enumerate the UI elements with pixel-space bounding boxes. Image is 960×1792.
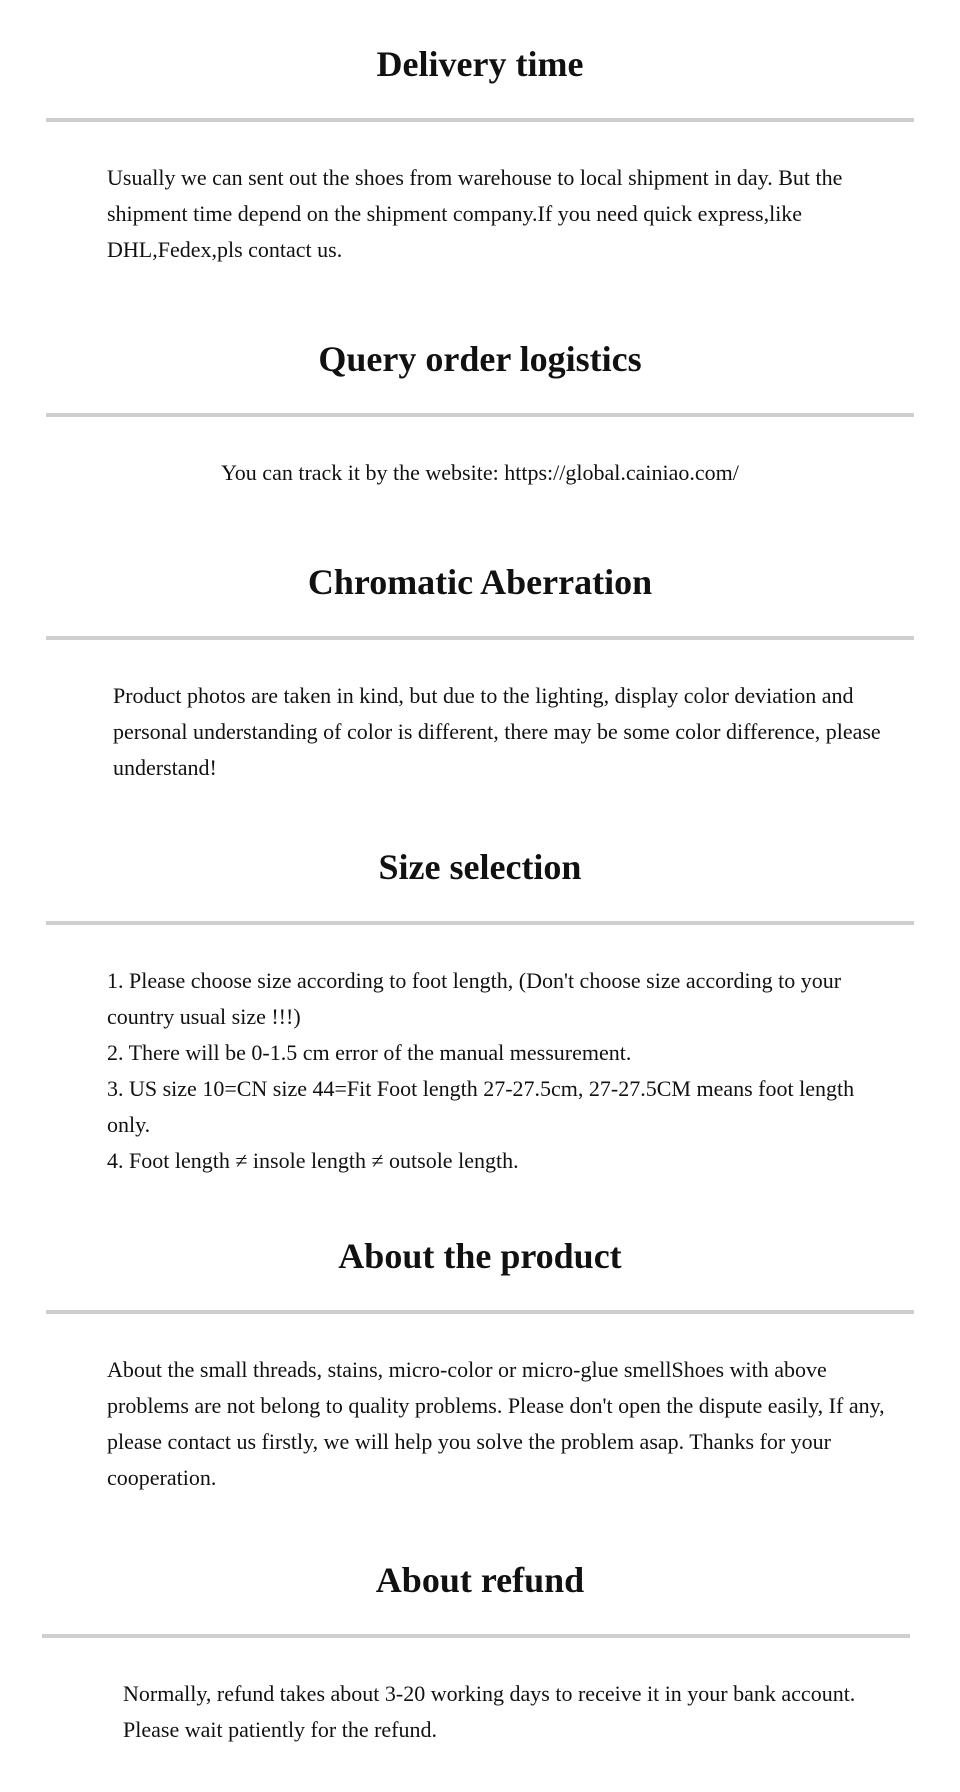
query-order-logistics-heading: Query order logistics bbox=[318, 339, 642, 379]
about-refund-text bbox=[123, 1676, 863, 1748]
delivery-time-text bbox=[107, 160, 897, 268]
list-item: 1. Please choose size according to foot length, (Don't choose size according to your country usual size !!!) bbox=[107, 968, 842, 1029]
paragraph: About the small threads, stains, micro-color or micro-glue smellShoes with above problems are not belong to quality problems. Please don't open the dispute easily, If any, please contact us firstly, we will help you solve the problem asap. Thanks for your cooperation. bbox=[107, 1357, 885, 1490]
section-divider bbox=[46, 921, 914, 925]
paragraph: Normally, refund takes about 3-20 working days to receive it in your bank account. Please wait patiently for the refund. bbox=[123, 1681, 856, 1742]
paragraph: Product photos are taken in kind, but due to the lighting, display color deviation and personal understanding of color is different, there may be some color difference, please understand! bbox=[113, 683, 881, 780]
section-divider bbox=[46, 413, 914, 417]
size-selection-text bbox=[107, 963, 899, 1179]
about-the-product-text bbox=[107, 1352, 907, 1496]
list-item: 2. There will be 0-1.5 cm error of the manual messurement. bbox=[107, 1040, 632, 1065]
chromatic-aberration-heading: Chromatic Aberration bbox=[307, 562, 653, 602]
section-divider bbox=[42, 1634, 910, 1638]
paragraph: Usually we can sent out the shoes from warehouse to local shipment in day. But the shipment time depend on the shipment company.If you need quick express,like DHL,Fedex,pls contact us. bbox=[107, 165, 843, 262]
size-selection-heading: Size selection bbox=[378, 847, 582, 887]
about-refund-heading: About refund bbox=[375, 1560, 585, 1600]
section-divider bbox=[46, 1310, 914, 1314]
section-divider bbox=[46, 118, 914, 122]
list-item: 3. US size 10=CN size 44=Fit Foot length 27-27.5cm, 27-27.5CM means foot length only. bbox=[107, 1076, 855, 1137]
logistics-text bbox=[0, 455, 960, 491]
list-item: 4. Foot length ≠ insole length ≠ outsole length. bbox=[107, 1148, 519, 1173]
section-divider bbox=[46, 636, 914, 640]
about-the-product-heading: About the product bbox=[338, 1236, 622, 1276]
chromatic-aberration-text bbox=[113, 678, 899, 786]
paragraph: You can track it by the website: https://global.cainiao.com/ bbox=[221, 460, 739, 485]
delivery-time-heading: Delivery time bbox=[376, 44, 584, 84]
